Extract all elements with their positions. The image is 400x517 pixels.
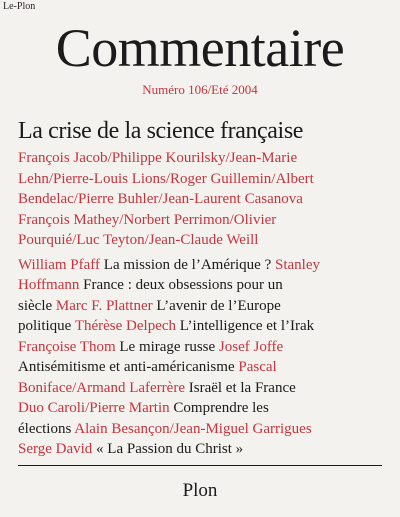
issue-label: Numéro 106/Eté 2004: [142, 82, 258, 97]
author-names: François Jacob/Philippe Kourilsky/Jean-Marie: [18, 150, 298, 166]
contents-line: [18, 189, 388, 210]
contents-line: [18, 357, 388, 378]
contents-line: [18, 230, 388, 251]
author-names: Pourquié/Luc Teyton/Jean-Claude Weill: [18, 232, 259, 248]
corner-publisher-label: Le-Plon: [3, 1, 36, 12]
article-title: Antisémitisme et anti-américanisme: [18, 359, 239, 375]
article-title: L’intelligence et l’Irak: [179, 318, 315, 334]
article-title: La mission de l’Amérique ?: [103, 256, 275, 273]
contents-line: [18, 275, 388, 296]
author-name: William Pfaff: [18, 256, 104, 273]
author-name: Stanley: [275, 256, 320, 273]
article-title: L’avenir de l’Europe: [156, 297, 281, 314]
contents-line: [18, 378, 388, 399]
article-title: Comprendre les: [173, 400, 269, 416]
contents-line: [18, 439, 388, 460]
author-name: Boniface/Armand Laferrère: [18, 379, 189, 396]
author-names: Bendelac/Pierre Buhler/Jean-Laurent Casanova: [18, 191, 303, 207]
publisher-name: Plon: [182, 480, 218, 501]
contents-line: [18, 148, 388, 169]
article-title: Israël et la France: [188, 379, 296, 396]
contents-list: [18, 148, 388, 460]
author-name: Duo Caroli/Pierre Martin: [18, 400, 174, 416]
author-name: Pascal: [238, 359, 277, 375]
author-name: Marc F. Plattner: [55, 297, 157, 314]
contents-line: [18, 210, 388, 231]
author-name: Thérèse Delpech: [74, 318, 180, 334]
article-title: Le mirage russe: [119, 338, 219, 355]
article-title: siècle: [18, 297, 56, 314]
contents-line: [18, 419, 388, 440]
article-title: élections: [18, 420, 75, 437]
author-name: Josef Joffe: [218, 338, 284, 355]
article-title: France : deux obsessions pour un: [83, 277, 283, 293]
bottom-rule: [18, 465, 382, 466]
contents-line: [18, 398, 388, 419]
author-names: Lehn/Pierre-Louis Lions/Roger Guillemin/Albert: [18, 170, 314, 187]
article-title: « La Passion du Christ »: [96, 441, 244, 457]
contents-line: [18, 169, 388, 190]
contents-line: [18, 337, 388, 358]
contents-line: [18, 316, 388, 337]
section-title: La crise de la science française: [18, 118, 304, 144]
contents-line: [18, 296, 388, 317]
author-name: Françoise Thom: [18, 338, 120, 355]
contents-line: [18, 255, 388, 276]
author-name: Hoffmann: [18, 277, 84, 293]
author-names: François Mathey/Norbert Perrimon/Olivier: [18, 211, 277, 228]
author-name: Alain Besançon/Jean-Miguel Garrigues: [74, 420, 312, 437]
article-title: politique: [18, 318, 75, 334]
magazine-title: Commentaire: [55, 18, 345, 78]
author-name: Serge David: [18, 441, 97, 457]
